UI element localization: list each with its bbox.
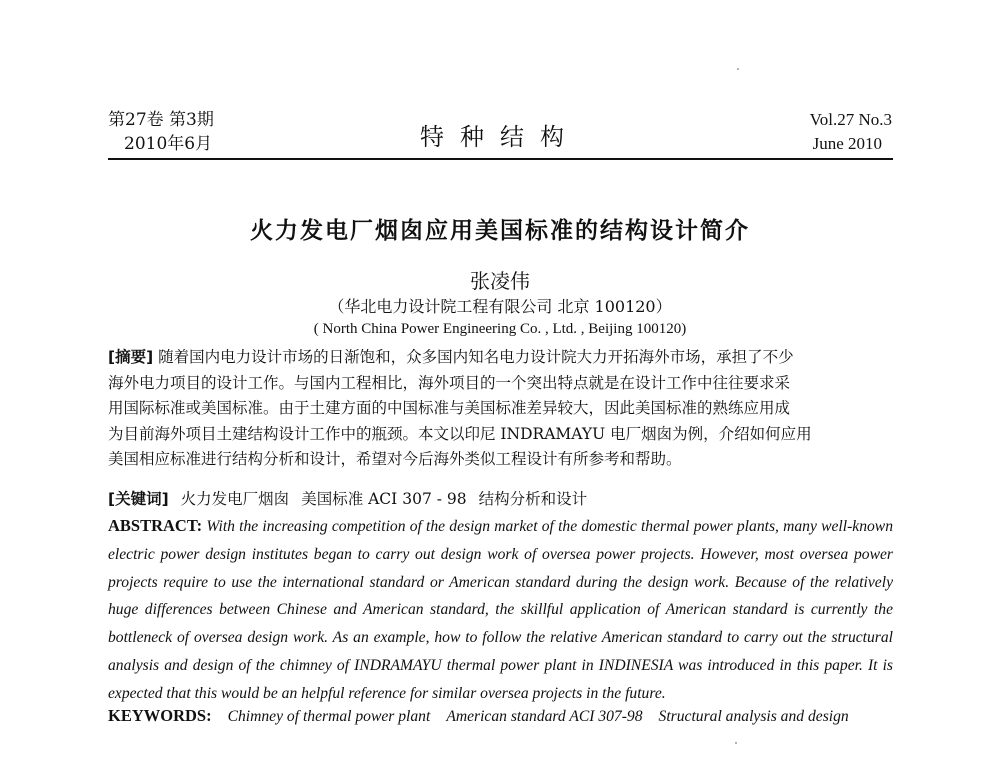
author: 张凌伟 — [470, 269, 530, 293]
keyword-en: Chimney of thermal power plant — [227, 708, 431, 725]
scan-speck — [737, 68, 739, 70]
keywords-cn — [108, 487, 587, 509]
affiliation-cn: （华北电力设计院工程有限公司 北京 100120） — [328, 297, 672, 316]
keyword-cn: 火力发电厂烟囱 — [180, 490, 290, 508]
volume-issue-cn: 第27卷 第3期 — [108, 110, 214, 130]
keyword-en: Structural analysis and design — [658, 708, 849, 725]
keywords-en-label: KEYWORDS: — [108, 706, 212, 725]
volume-issue-en: Vol.27 No.3 — [809, 110, 892, 129]
abstract-en-text: With the increasing competition of the design market of the domestic thermal power plants, many well-known electric power design institutes began to carry out design work of oversea power projects. However, most oversea power projects require to use the international standard or American standard during the design work. Because of the relatively huge differences between Chinese and American standard, the skillful application of American standard is currently the bottleneck of oversea design work. As an example, how to follow the relative American standard to carry out the structural analysis and design of the chimney of INDRAMAYU thermal power plant in INDINESIA was introduced in this paper. It is expected that this would be an helpful reference for similar oversea projects in the future. — [108, 518, 893, 702]
keywords-cn-label: [关键词] — [108, 490, 169, 508]
abstract-en — [108, 512, 893, 708]
affiliation-en: ( North China Power Engineering Co. , Ltd. , Beijing 100120) — [313, 321, 687, 337]
scan-speck — [735, 742, 737, 744]
keyword-cn: 美国标准 ACI 307 - 98 — [301, 490, 467, 508]
date-en: June 2010 — [812, 134, 882, 153]
abstract-cn-line: 为目前海外项目土建结构设计工作中的瓶颈。本文以印尼 INDRAMAYU 电厂烟囱为例，介绍如何应用 — [108, 424, 812, 443]
abstract-cn-line: 用国际标准或美国标准。由于土建方面的中国标准与美国标准差异较大，因此美国标准的熟练应用成 — [108, 399, 791, 417]
abstract-cn-line: [摘要] 随着国内电力设计市场的日渐饱和，众多国内知名电力设计院大力开拓海外市场，承担了不少 — [108, 348, 794, 366]
abstract-cn-line: 海外电力项目的设计工作。与国内工程相比，海外项目的一个突出特点就是在设计工作中往往要求采 — [108, 373, 791, 392]
abstract-cn-label: [摘要] — [108, 348, 154, 366]
abstract-cn — [108, 345, 893, 473]
date-cn: 2010年6月 — [124, 134, 213, 154]
journal-title: 特种结构 — [420, 123, 580, 151]
keyword-cn: 结构分析和设计 — [478, 490, 588, 508]
header-rule — [108, 158, 893, 160]
keyword-en: American standard ACI 307-98 — [446, 708, 643, 725]
abstract-cn-line: 美国相应标准进行结构分析和设计，希望对今后海外类似工程设计有所参考和帮助。 — [108, 450, 682, 468]
paper-title: 火力发电厂烟囱应用美国标准的结构设计简介 — [250, 218, 750, 244]
keywords-en — [108, 706, 849, 726]
abstract-en-label: ABSTRACT: — [108, 516, 203, 535]
